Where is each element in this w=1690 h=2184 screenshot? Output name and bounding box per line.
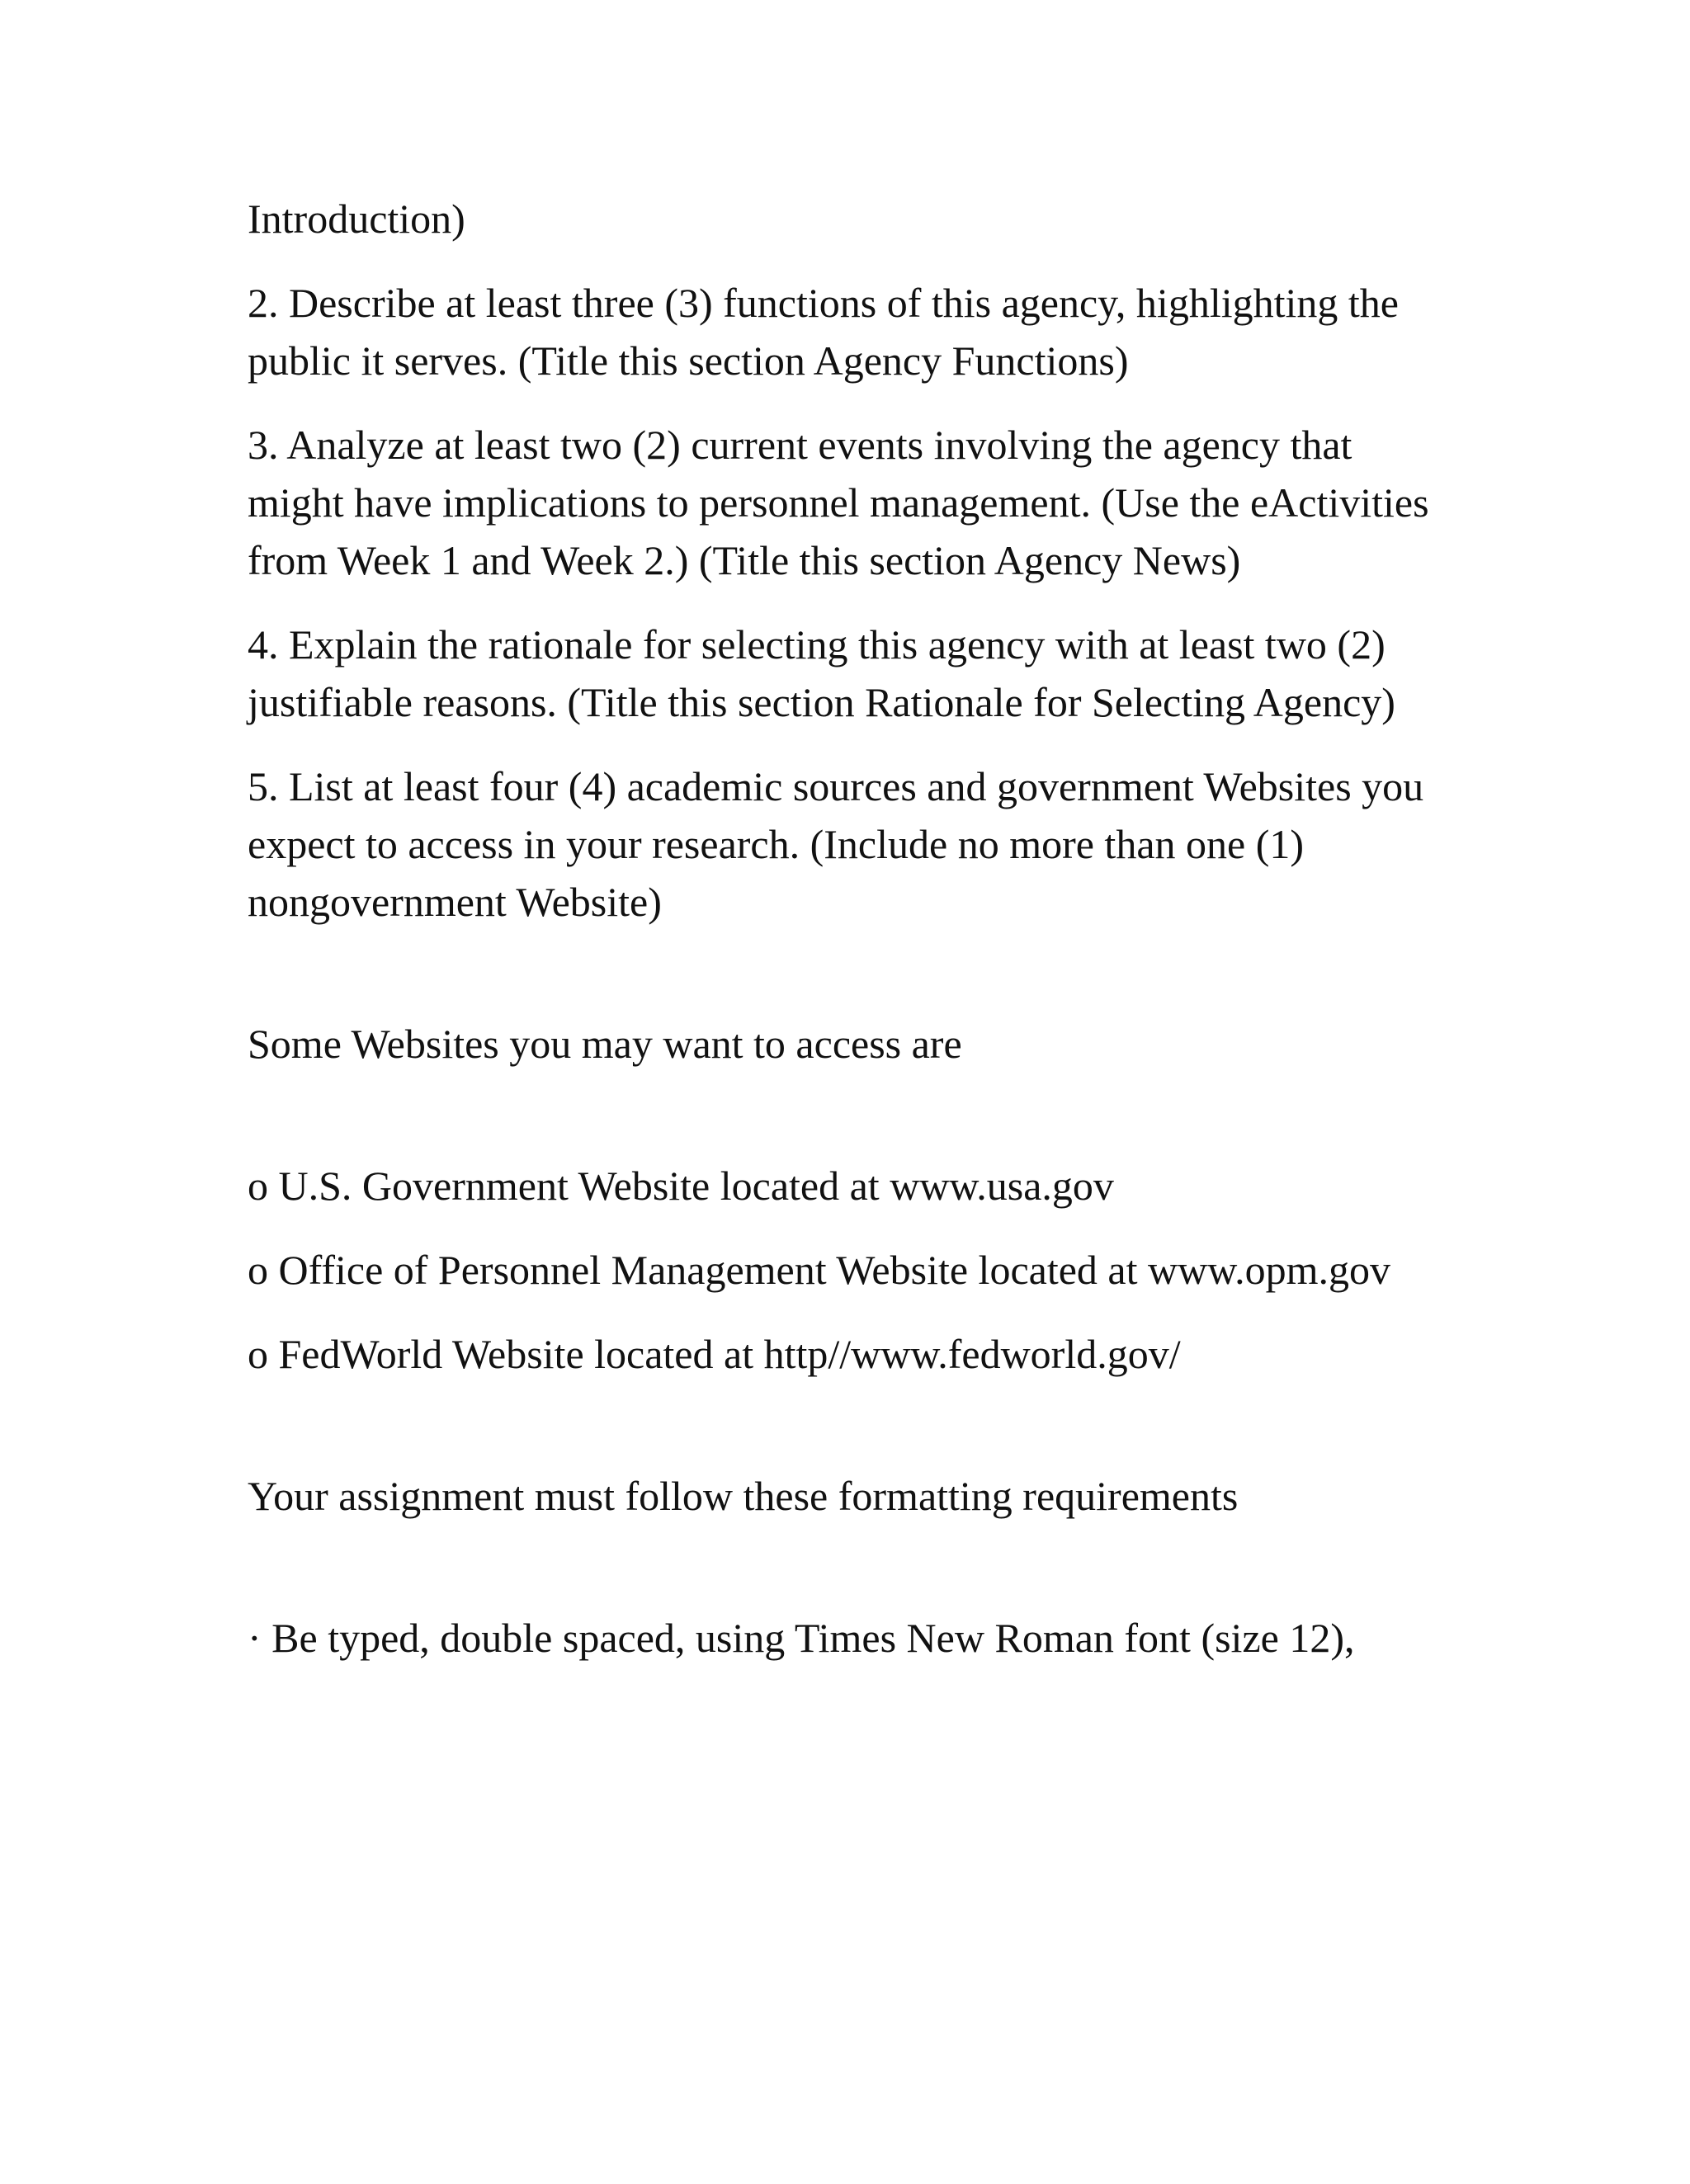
spacer	[248, 1099, 1452, 1157]
item-2-paragraph: 2. Describe at least three (3) functions of this agency, highlighting the public it serves. (Title this section Agency Functions)	[248, 280, 1399, 384]
site-fedworld-item: o FedWorld Website located at http//www.fedworld.gov/	[248, 1331, 1181, 1377]
item-3-paragraph: 3. Analyze at least two (2) current events involving the agency that might have implications to personnel management. (Use the eActivities from Week 1 and Week 2.) (Title this section Agency News)	[248, 422, 1429, 583]
spacer	[248, 1551, 1452, 1609]
spacer	[248, 957, 1452, 1015]
websites-intro-paragraph: Some Websites you may want to access are	[248, 1021, 962, 1067]
site-opm-gov-item: o Office of Personnel Management Website located at www.opm.gov	[248, 1247, 1390, 1293]
site-usa-gov-item: o U.S. Government Website located at www.usa.gov	[248, 1163, 1114, 1209]
item-4-paragraph: 4. Explain the rationale for selecting this agency with at least two (2) justifiable reasons. (Title this section Rationale for Selecting Agency)	[248, 621, 1395, 725]
spacer	[248, 1409, 1452, 1467]
item-5-paragraph: 5. List at least four (4) academic sources and government Websites you expect to access in your research. (Include no more than one (1) nongovernment Website)	[248, 763, 1424, 925]
formatting-intro-paragraph: Your assignment must follow these formatting requirements	[248, 1473, 1239, 1519]
format-requirement-1: · Be typed, double spaced, using Times New Roman font (size 12),	[248, 1615, 1355, 1661]
intro-tail-paragraph: Introduction)	[248, 196, 465, 242]
document-body	[248, 190, 1452, 1693]
